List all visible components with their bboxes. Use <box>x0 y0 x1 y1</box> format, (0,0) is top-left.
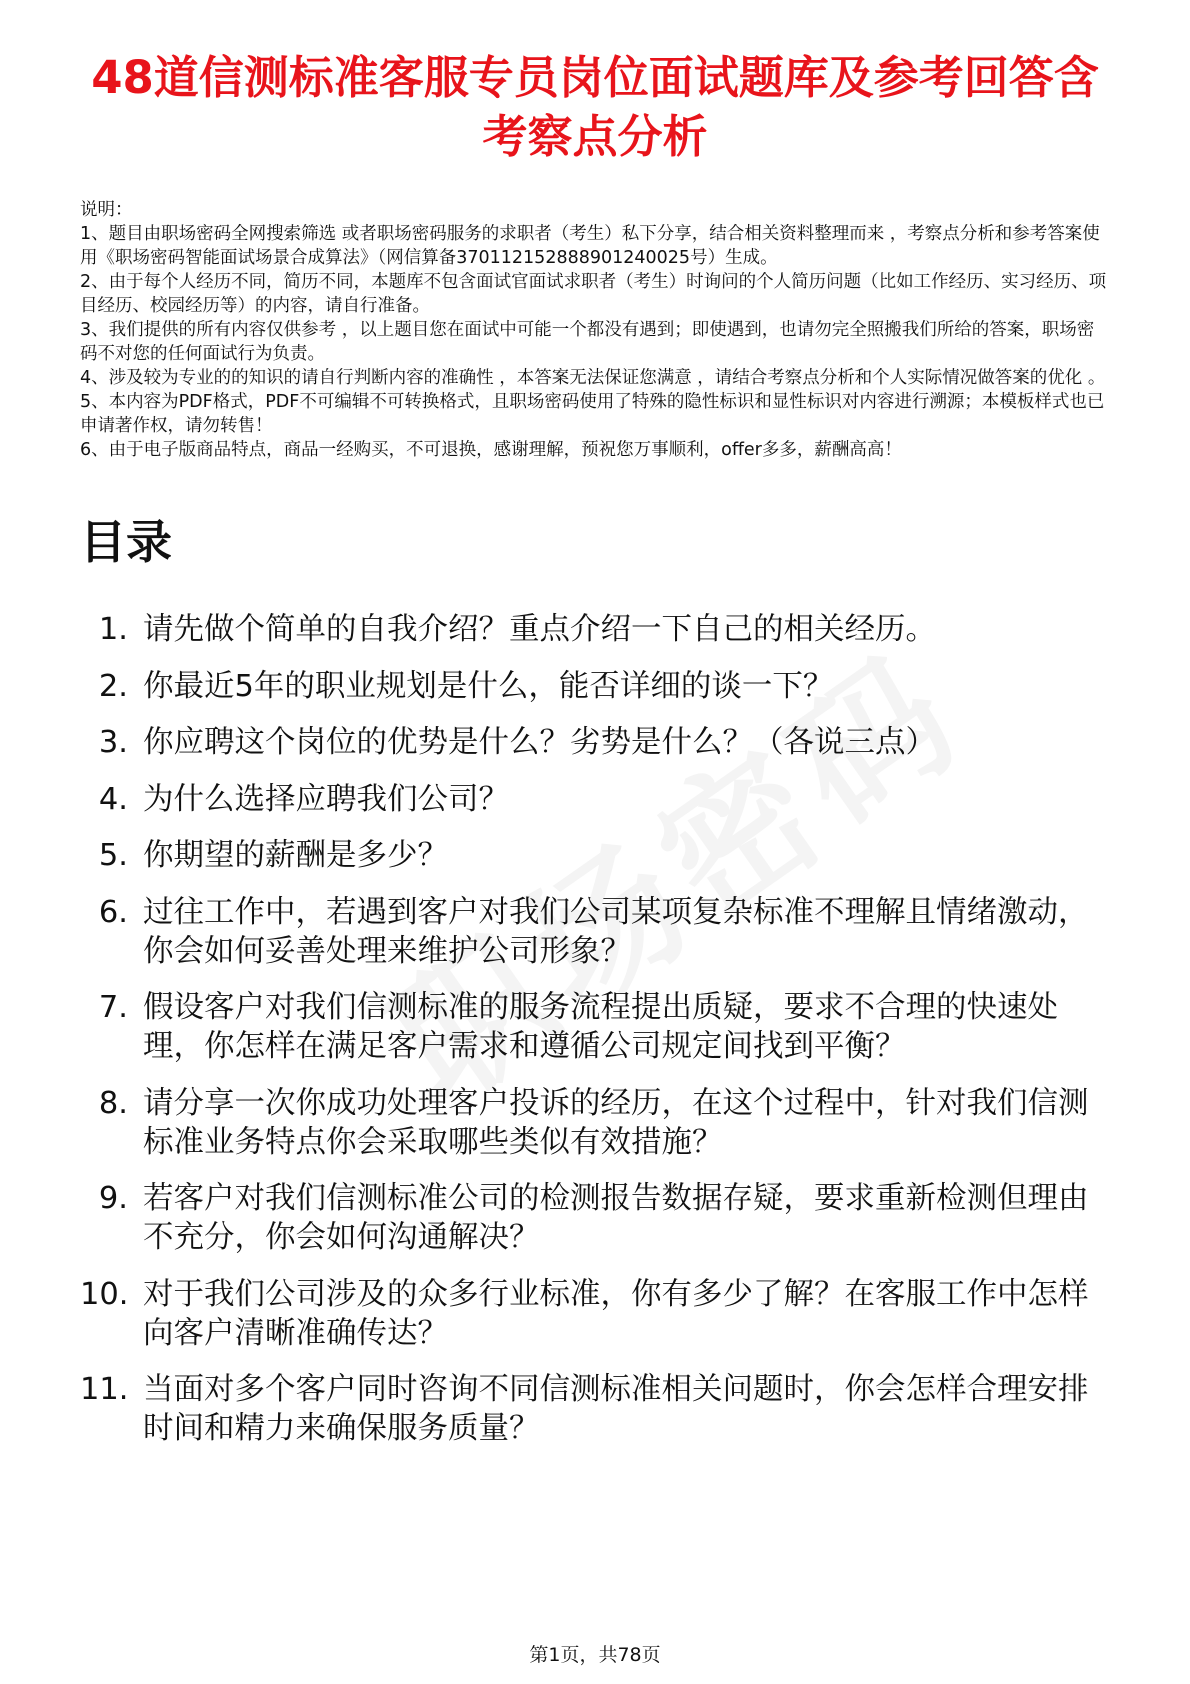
toc-item-text: 过往工作中，若遇到客户对我们公司某项复杂标准不理解且情绪激动，你会如何妥善处理来维护公司形象？ <box>143 894 1089 969</box>
toc-item-number: 2. <box>98 668 128 704</box>
toc-item-text: 请分享一次你成功处理客户投诉的经历，在这个过程中，针对我们信测标准业务特点你会采取哪些类似有效措施？ <box>143 1085 1089 1160</box>
note-item: 6、由于电子版商品特点，商品一经购买，不可退换，感谢理解，预祝您万事顺利，offer多多，薪酬高高！ <box>80 440 902 460</box>
toc-item-text: 为什么选择应聘我们公司？ <box>143 781 509 817</box>
note-item: 2、由于每个人经历不同，简历不同，本题库不包含面试官面试求职者（考生）时询问的个人简历问题（比如工作经历、实习经历、项目经历、校园经历等）的内容，请自行准备。 <box>80 272 1107 316</box>
toc-item-number: 5. <box>98 838 128 873</box>
toc-item-number: 11. <box>80 1372 129 1407</box>
toc-item-text: 假设客户对我们信测标准的服务流程提出质疑，要求不合理的快速处理，你怎样在满足客户需求和遵循公司规定间找到平衡？ <box>143 990 1058 1064</box>
note-item: 5、本内容为PDF格式，PDF不可编辑不可转换格式，且职场密码使用了特殊的隐性标识和显性标识对内容进行溯源；本模板样式也已申请著作权，请勿转售！ <box>80 392 1105 436</box>
note-item: 1、题目由职场密码全网搜索筛选 或者职场密码服务的求职者（考生）私下分享，结合相关资料整理而来 ，考察点分析和参考答案使用《职场密码智能面试场景合成算法》（网信算备370112152888901240025号）生成。 <box>80 224 1100 268</box>
note-item: 4、涉及较为专业的的知识的请自行判断内容的准确性 ，本答案无法保证您满意 ，请结合考察点分析和个人实际情况做答案的优化 。 <box>80 368 1106 388</box>
toc-heading: 目录 <box>80 515 172 569</box>
toc-item-text: 对于我们公司涉及的众多行业标准，你有多少了解？在客服工作中怎样向客户清晰准确传达？ <box>143 1276 1089 1351</box>
toc-item-text: 请先做个简单的自我介绍？重点介绍一下自己的相关经历。 <box>143 612 936 647</box>
toc-item-text: 你最近5年的职业规划是什么，能否详细的谈一下？ <box>143 668 834 704</box>
toc-item[interactable] <box>80 1084 1110 1162</box>
toc-item-number: 4. <box>98 781 128 817</box>
toc-item-number: 9. <box>98 1181 128 1216</box>
toc-item[interactable] <box>80 893 1110 971</box>
toc-item[interactable] <box>80 1370 1110 1448</box>
toc-list <box>80 610 1110 1448</box>
note-item: 3、我们提供的所有内容仅供参考 ，以上题目您在面试中可能一个都没有遇到；即使遇到，也请勿完全照搬我们所给的答案，职场密码不对您的任何面试行为负责。 <box>80 320 1095 364</box>
toc-item[interactable] <box>80 780 1110 819</box>
toc-item-text: 你应聘这个岗位的优势是什么？劣势是什么？（各说三点） <box>143 725 936 760</box>
toc-item-text: 若客户对我们信测标准公司的检测报告数据存疑，要求重新检测但理由不充分，你会如何沟通解决？ <box>143 1181 1089 1255</box>
toc-item[interactable] <box>80 667 1110 706</box>
toc-item[interactable] <box>80 610 1110 649</box>
toc-item[interactable] <box>80 1275 1110 1353</box>
document-title: 48道信测标准客服专员岗位面试题库及参考回答含考察点分析 <box>91 51 1099 163</box>
notes-label: 说明： <box>80 200 133 220</box>
toc-item-number: 3. <box>98 725 128 760</box>
notes-section <box>80 198 1110 462</box>
toc-item-text: 你期望的薪酬是多少？ <box>143 838 448 873</box>
toc-item[interactable] <box>80 1179 1110 1257</box>
toc-item-number: 6. <box>98 894 128 930</box>
toc-item-number: 7. <box>98 990 128 1025</box>
toc-item-number: 8. <box>98 1085 128 1121</box>
page-footer: 第1页，共78页 <box>529 1644 661 1666</box>
toc-item-text: 当面对多个客户同时咨询不同信测标准相关问题时，你会怎样合理安排时间和精力来确保服务质量？ <box>143 1372 1089 1446</box>
toc-item-number: 10. <box>80 1276 129 1312</box>
toc-item[interactable] <box>80 723 1110 762</box>
toc-item-number: 1. <box>98 612 128 647</box>
toc-item[interactable] <box>80 988 1110 1066</box>
toc-item[interactable] <box>80 836 1110 875</box>
